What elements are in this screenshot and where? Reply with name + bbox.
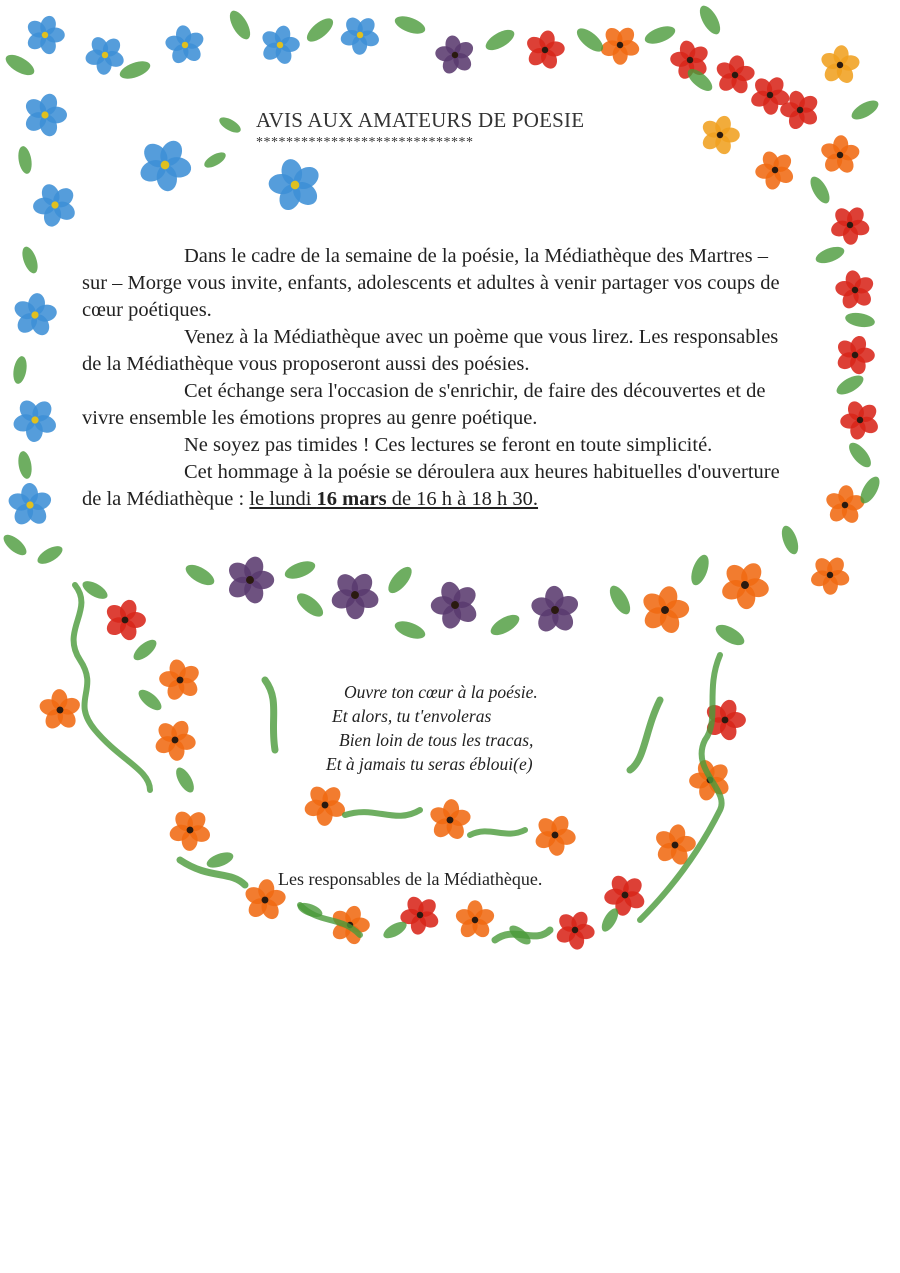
flower-icon [338,14,382,56]
leaf-icon [202,149,228,170]
poem-line-1: Ouvre ton cœur à la poésie. [344,682,538,702]
announcement-text [82,243,792,513]
leaf-icon [393,13,428,37]
leaf-icon [834,372,867,399]
flower-icon [828,203,872,245]
signature: Les responsables de la Médiathèque. [278,869,543,889]
flower-icon [516,21,574,79]
paragraph-2: Venez à la Médiathèque avec un poème que vous lirez. Les responsables de la Médiathèque vous proposeront aussi des poésies. [82,326,779,375]
flower-icon [747,142,803,199]
leaf-icon [393,618,428,642]
leaf-icon [688,553,712,588]
leaf-icon [779,524,802,557]
flower-icon [801,546,859,604]
flower-icon [420,570,490,640]
leaf-icon [80,578,111,603]
leaf-icon [696,3,724,38]
paragraph-5: Cet hommage à la poésie se déroulera aux heures habituelles d'ouverture de la Médiathèque : le lundi 16 mars de 16 h à 18 h 30. [82,461,780,510]
flower-icon [827,262,883,317]
page-title: AVIS AUX AMATEURS DE POESIE [256,108,585,132]
flower-icon [10,396,59,443]
flower-icon [297,777,352,834]
event-date: le lundi 16 mars de 16 h à 18 h 30. [249,488,539,510]
leaf-icon [0,531,30,559]
leaf-icon [226,8,254,43]
poem [324,680,538,776]
flower-icon [811,126,868,183]
flower-icon [256,146,333,224]
leaf-icon [205,849,236,870]
flower-icon [150,716,200,764]
vine-stroke [265,680,275,750]
flower-icon [253,18,307,71]
flower-icon [4,284,67,346]
leaf-icon [303,14,337,46]
leaf-icon [384,563,416,597]
paragraph-4: Ne soyez pas timides ! Ces lectures se feront en toute simplicité. [184,434,713,456]
leaf-icon [130,636,160,664]
poem-line-2: Et alors, tu t'envoleras [332,706,492,726]
leaf-icon [16,145,33,175]
leaf-icon [488,611,523,639]
paragraph-3: Cet échange sera l'occasion de s'enrichir, de faire des découvertes et de vivre ensemble les émotions propres au genre poétique. [82,380,766,429]
leaf-icon [16,450,33,480]
flower-icon [530,809,580,860]
leaf-icon [483,26,518,54]
flower-icon [646,816,704,873]
leaf-icon [135,686,165,714]
flower-icon [0,473,62,536]
flower-icon [156,16,214,74]
leaf-icon [3,51,38,79]
flower-icon [25,14,65,56]
vine-stroke [630,700,660,770]
leaf-icon [845,439,875,471]
poem-line-3: Bien loin de tous les tracas, [339,730,534,750]
flower-icon [717,558,773,612]
poem-line-4: Et à jamais tu seras ébloui(e) [326,754,533,774]
leaf-icon [807,174,834,207]
flower-icon [22,91,67,138]
leaf-icon [293,589,327,621]
flower-icon [103,598,145,643]
leaf-icon [183,561,218,589]
flower-icon [324,563,386,627]
leaf-icon [814,244,847,267]
flower-icon [551,906,599,952]
flower-icon [164,803,217,858]
leaf-icon [217,114,243,135]
flower-icon [133,132,196,197]
flower-icon [632,577,698,642]
leaf-icon [606,583,634,618]
leaf-icon [713,621,748,649]
flower-icon [427,28,482,82]
leaf-icon [11,355,28,385]
leaf-icon [35,543,66,568]
leaf-icon [173,765,198,796]
flower-icon [23,173,86,236]
leaf-icon [849,97,882,124]
flower-icon [819,478,873,533]
flower-icon [420,790,480,849]
leaf-icon [643,23,678,47]
flower-icon [30,680,91,740]
flower-icon [838,397,882,443]
paragraph-1: Dans le cadre de la semaine de la poésie, la Médiathèque des Martres – sur – Morge vous invite, enfants, adolescents et adultes à venir partager vos coups de cœur poétiques. [82,245,780,321]
flower-icon [817,43,863,87]
vine-stroke [470,830,525,835]
title-underline-stars: ***************************** [256,135,474,150]
flower-icon [519,574,590,645]
leaf-icon [844,311,876,330]
leaf-icon [19,245,40,276]
flower-icon [827,326,884,384]
vine-stroke [345,810,420,816]
leaf-icon [283,558,318,582]
flower-icon [700,114,740,156]
flower-icon [392,887,447,943]
flower-icon [225,554,274,606]
flower-icon [600,870,651,919]
